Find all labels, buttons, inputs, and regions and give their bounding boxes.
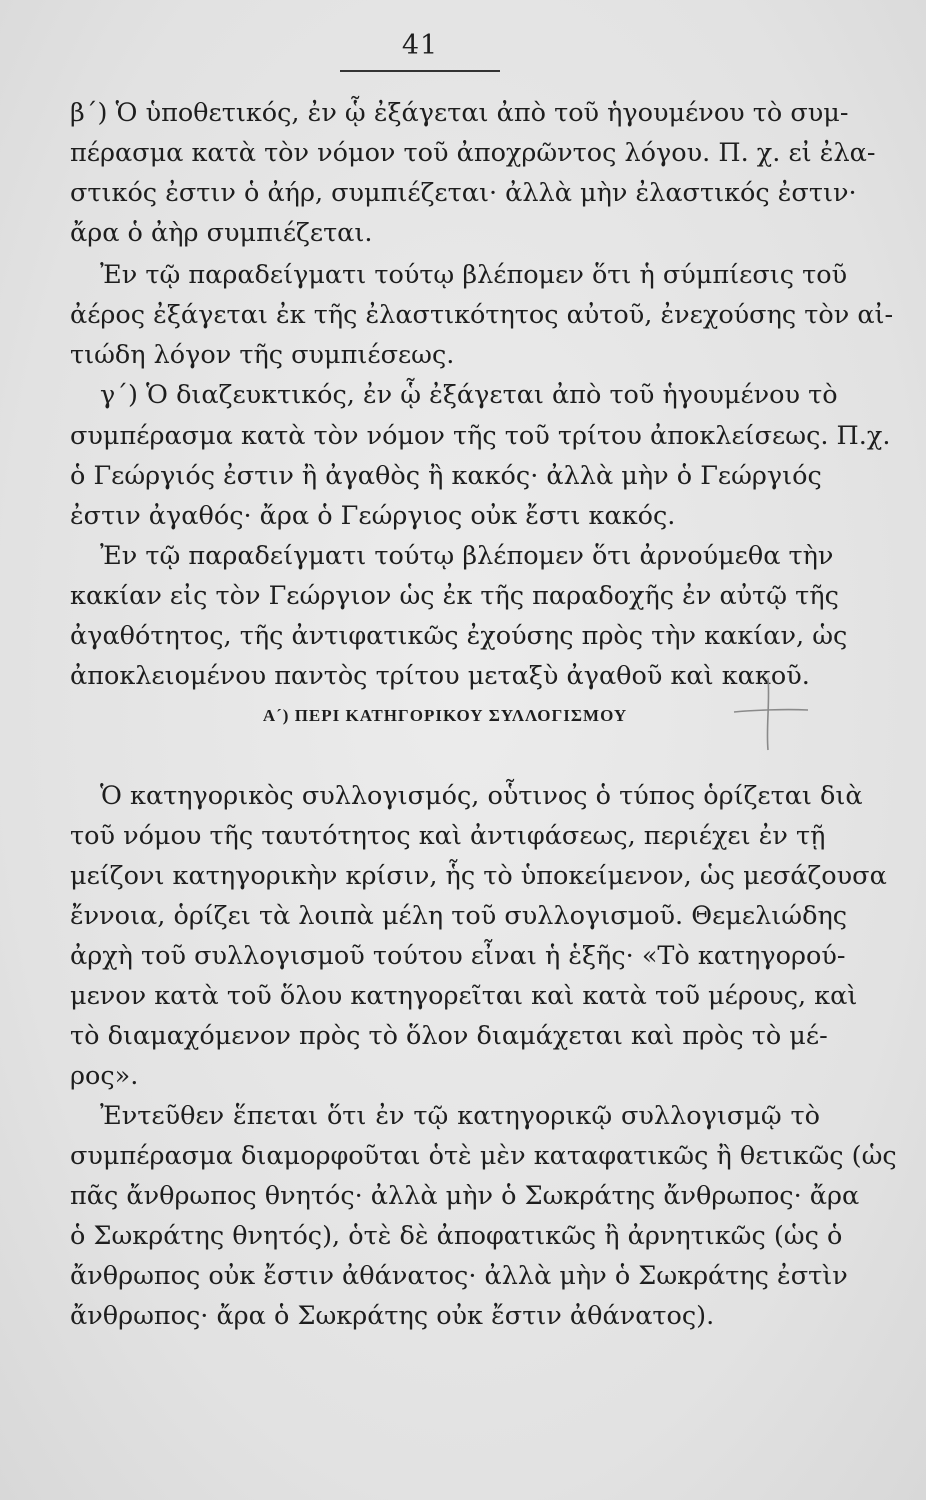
text-line: μενον κατὰ τοῦ ὅλου κατηγορεῖται καὶ κατὰ τοῦ μέρους, καὶ (70, 981, 858, 1011)
section-heading: Α´) ΠΕΡΙ ΚΑΤΗΓΟΡΙΚΟΥ ΣΥΛΛΟΓΙΣΜΟΥ (262, 706, 628, 725)
text-line: ὁ Σωκράτης θνητός), ὁτὲ δὲ ἀποφατικῶς ἢ ἀρνητικῶς (ὡς ὁ (70, 1221, 843, 1251)
text-line: ἄρα ὁ ἀὴρ συμπιέζεται. (70, 218, 373, 248)
text-line: ἄνθρωπος οὐκ ἔστιν ἀθάνατος· ἀλλὰ μὴν ὁ Σωκράτης ἐστὶν (70, 1261, 848, 1291)
text-line: β´) Ὁ ὑποθετικός, ἐν ᾧ ἐξάγεται ἀπὸ τοῦ ἡγουμένου τὸ συμ- (70, 98, 849, 128)
text-line: ρος». (70, 1061, 139, 1091)
text-line: Ἐν τῷ παραδείγματι τούτῳ βλέπομεν ὅτι ἀρνούμεθα τὴν (100, 541, 834, 571)
text-line: ἔννοια, ὁρίζει τὰ λοιπὰ μέλη τοῦ συλλογισμοῦ. Θεμελιώδης (70, 901, 848, 931)
text-line: ὁ Γεώργιός ἐστιν ἢ ἀγαθὸς ἢ κακός· ἀλλὰ μὴν ὁ Γεώργιός (70, 461, 822, 491)
text-line: ἀποκλειομένου παντὸς τρίτου μεταξὺ ἀγαθοῦ καὶ κακοῦ. (70, 661, 810, 691)
text-line: πᾶς ἄνθρωπος θνητός· ἀλλὰ μὴν ὁ Σωκράτης ἄνθρωπος· ἄρα (70, 1181, 860, 1211)
text-line: τὸ διαμαχόμενον πρὸς τὸ ὅλον διαμάχεται καὶ πρὸς τὸ μέ- (70, 1021, 828, 1051)
text-line: συμπέρασμα διαμορφοῦται ὁτὲ μὲν καταφατικῶς ἢ θετικῶς (ὡς (70, 1141, 897, 1171)
text-line: ἀρχὴ τοῦ συλλογισμοῦ τούτου εἶναι ἡ ἑξῆς· «Τὸ κατηγορού- (70, 941, 846, 971)
text-line: Ἐντεῦθεν ἕπεται ὅτι ἐν τῷ κατηγορικῷ συλλογισμῷ τὸ (100, 1101, 820, 1131)
text-line: κακίαν εἰς τὸν Γεώργιον ὡς ἐκ τῆς παραδοχῆς ἐν αὐτῷ τῆς (70, 581, 839, 611)
text-line: συμπέρασμα κατὰ τὸν νόμον τῆς τοῦ τρίτου ἀποκλείσεως. Π.χ. (70, 421, 891, 451)
text-line: ἀέρος ἐξάγεται ἐκ τῆς ἐλαστικότητος αὐτοῦ, ἐνεχούσης τὸν αἰ- (70, 300, 894, 330)
text-line: τοῦ νόμου τῆς ταυτότητος καὶ ἀντιφάσεως, περιέχει ἐν τῇ (70, 821, 826, 851)
text-line: ἀγαθότητος, τῆς ἀντιφατικῶς ἐχούσης πρὸς τὴν κακίαν, ὡς (70, 621, 848, 651)
text-line: ἄνθρωπος· ἄρα ὁ Σωκράτης οὐκ ἔστιν ἀθάνατος). (70, 1301, 715, 1331)
text-line: πέρασμα κατὰ τὸν νόμον τοῦ ἀποχρῶντος λόγου. Π. χ. εἰ ἐλα- (70, 138, 876, 168)
text-line: γ´) Ὁ διαζευκτικός, ἐν ᾧ ἐξάγεται ἀπὸ τοῦ ἡγουμένου τὸ (100, 380, 838, 410)
text-line: μείζονι κατηγορικὴν κρίσιν, ἧς τὸ ὑποκείμενον, ὡς μεσάζουσα (70, 861, 887, 891)
header-rule (340, 70, 500, 72)
page-number: 41 (401, 30, 439, 61)
text-line: Ὁ κατηγορικὸς συλλογισμός, οὗτινος ὁ τύπος ὁρίζεται διὰ (100, 781, 863, 811)
text-line: ἐστιν ἀγαθός· ἄρα ὁ Γεώργιος οὐκ ἔστι κακός. (70, 501, 676, 531)
text-line: στικός ἐστιν ὁ ἀήρ, συμπιέζεται· ἀλλὰ μὴν ἐλαστικός ἐστιν· (70, 178, 857, 208)
text-line: τιώδη λόγον τῆς συμπιέσεως. (70, 340, 455, 370)
text-line: Ἐν τῷ παραδείγματι τούτῳ βλέπομεν ὅτι ἡ σύμπίεσις τοῦ (100, 260, 848, 290)
